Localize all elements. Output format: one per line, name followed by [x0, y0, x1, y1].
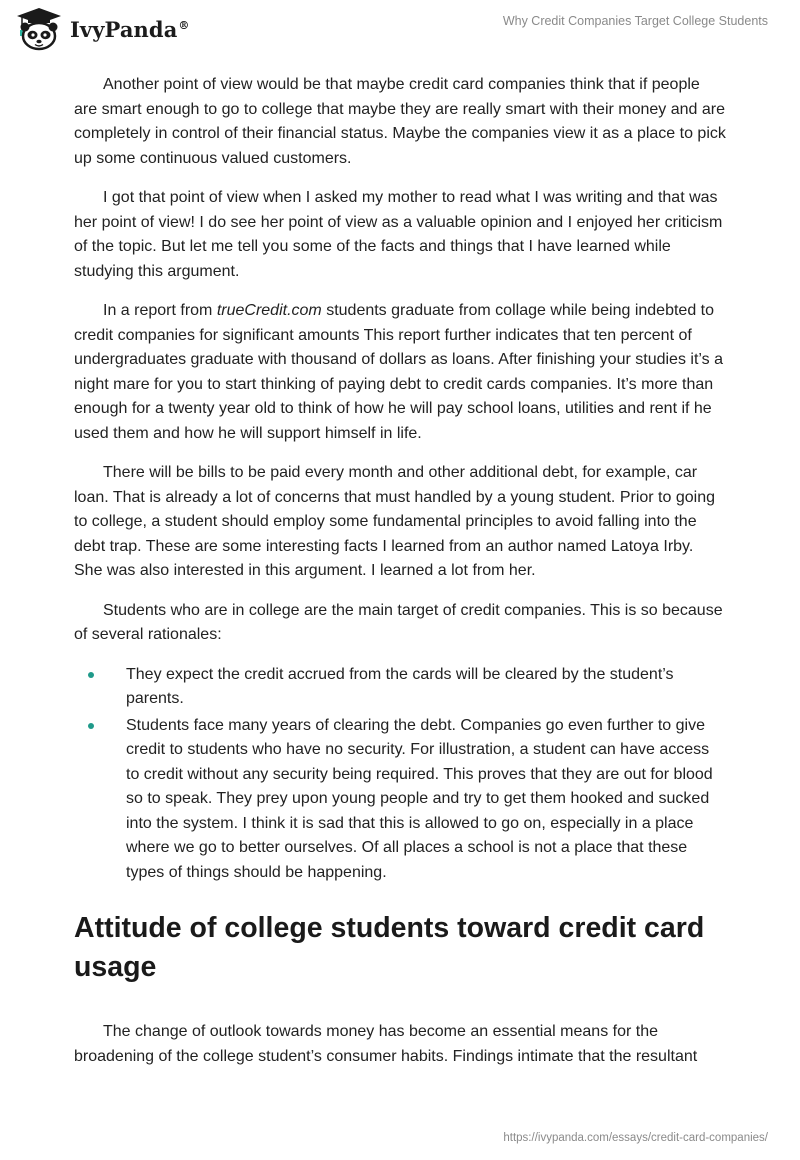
list-item [74, 714, 726, 886]
registered-mark: ® [178, 18, 190, 32]
source-url[interactable]: https://ivypanda.com/essays/credit-card-companies/ [503, 1132, 768, 1144]
bullet-icon [88, 723, 94, 729]
paragraph-3 [74, 299, 726, 446]
source-name: trueCredit.com [216, 302, 322, 319]
paragraph-3-rest: students graduate from collage while being indebted to credit companies for significant amounts This report further indicates that ten percent of undergraduates graduate with thousand of dollars as loans. After finishing your studies it’s a night mare for you to start thinking of paying debt to credit cards companies. It’s more than enough for a twenty year old to think of how he will pay school loans, utilities and rent if he used them and how he will support himself in life. [74, 302, 723, 442]
list-item-text: They expect the credit accrued from the cards will be cleared by the student’s parents. [126, 665, 674, 707]
logo-wordmark: IvyPanda® [70, 16, 190, 42]
rationale-list [74, 663, 726, 886]
document-title: Why Credit Companies Target College Students [502, 14, 768, 28]
paragraph-1: Another point of view would be that maybe credit card companies think that if people are smart enough to go to college that maybe they are really smart with their money and are completely in control of their financial status. Maybe the companies view it as a place to pick up some continuous valued customers. [74, 76, 726, 167]
paragraph-3-lead: In a report from [103, 302, 217, 319]
ivypanda-logo[interactable] [14, 6, 190, 52]
paragraph-2: I got that point of view when I asked my mother to read what I was writing and that was her point of view! I do see her point of view as a valuable opinion and I enjoyed her criticism of the topic. But let me tell you some of the facts and things that I have learned while studying this argument. [74, 189, 723, 280]
essay-body [74, 73, 726, 1084]
paragraph-4: There will be bills to be paid every month and other additional debt, for example, car loan. That is already a lot of concerns that must handled by a young student. Prior to going to college, a student should employ some fundamental principles to avoid falling into the debt trap. These are some interesting facts I learned from an author named Latoya Irby. She was also interested in this argument. I learned a lot from her. [74, 464, 715, 579]
bullet-icon [88, 672, 94, 678]
list-item [74, 663, 726, 712]
page-header [0, 0, 800, 60]
paragraph-6: The change of outlook towards money has become an essential means for the broadening of the college student’s consumer habits. Findings intimate that the resultant [74, 1023, 698, 1065]
section-heading: Attitude of college students toward credit card usage [74, 912, 705, 983]
panda-graduate-icon [14, 6, 64, 52]
paragraph-5: Students who are in college are the main target of credit companies. This is so because of several rationales: [74, 601, 723, 643]
list-item-text: Students face many years of clearing the debt. Companies go even further to give credit to students who have no security. For illustration, a student can have access to credit without any security being required. This proves that they are out for blood so to speak. They prey upon young people and try to get them hooked and sucked into the system. I think it is sad that this is allowed to go on, especially in a place where we go to better ourselves. Of all places a school is not a place that these types of things should be happening. [126, 716, 713, 881]
